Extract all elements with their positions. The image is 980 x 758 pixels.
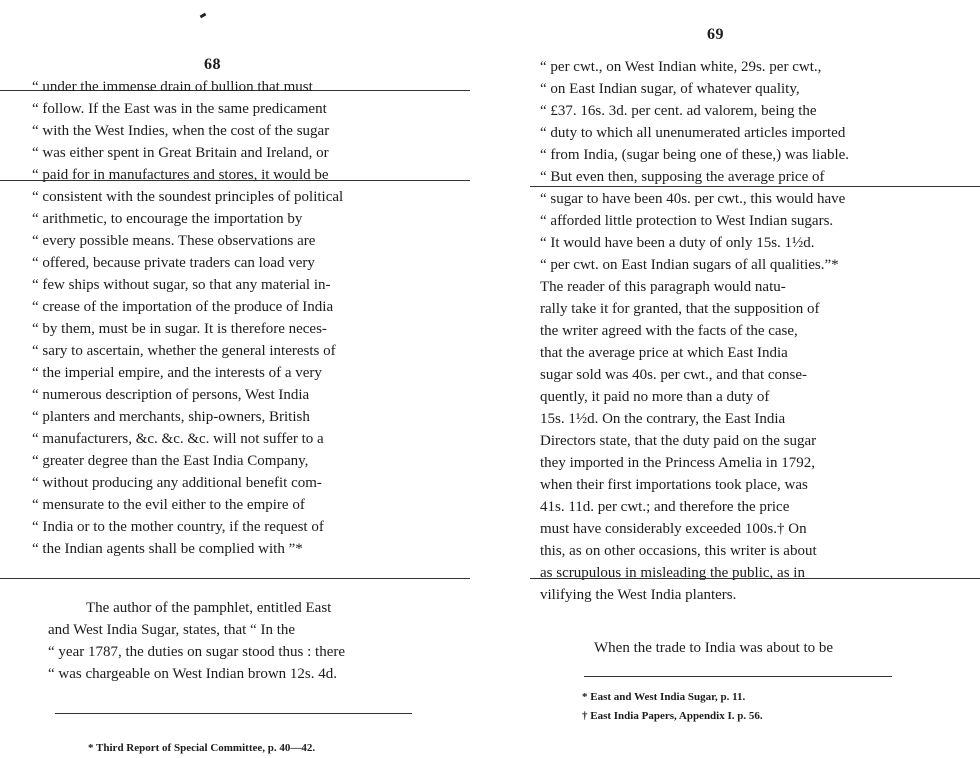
text-line: and West India Sugar, states, that “ In the [48, 622, 296, 638]
next-paragraph-start: When the trade to India was about to be [594, 640, 834, 656]
text-line: they imported in the Princess Amelia in 1792, [540, 455, 815, 471]
text-line: rally take it for granted, that the supposition of [540, 301, 820, 317]
text-line: The reader of this paragraph would natu- [540, 279, 786, 295]
right-page [490, 0, 980, 751]
text-line: “ the Indian agents shall be complied with ”* [32, 541, 303, 557]
text-line: “ by them, must be in sugar. It is therefore neces- [32, 321, 327, 337]
text-line: this, as on other occasions, this writer is about [540, 543, 817, 559]
text-line: “ per cwt. on East Indian sugars of all qualities.”* [540, 257, 839, 273]
text-line: “ duty to which all unenumerated articles imported [540, 125, 846, 141]
text-line: “ sugar to have been 40s. per cwt., this would have [540, 191, 846, 207]
left-page [0, 0, 480, 754]
text-line: that the average price at which East India [540, 345, 788, 361]
page-number-right: 69 [707, 26, 724, 43]
footnote-rule [584, 676, 892, 677]
text-line: “ But even then, supposing the average price of [540, 169, 825, 185]
right-footnotes [582, 688, 763, 726]
text-line: must have considerably exceeded 100s.† On [540, 521, 807, 537]
text-line: “ India or to the mother country, if the request of [32, 519, 324, 535]
text-line: “ follow. If the East was in the same predicament [32, 101, 327, 117]
text-line: 41s. 11d. per cwt.; and therefore the price [540, 499, 790, 515]
text-line: “ was chargeable on West Indian brown 12s. 4d. [48, 666, 337, 682]
text-line: the writer agreed with the facts of the case, [540, 323, 798, 339]
left-quoted-paragraph [32, 76, 343, 560]
text-line: “ under the immense drain of bullion that must [32, 79, 313, 95]
text-line: “ the imperial empire, and the interests of a very [32, 365, 322, 381]
text-line: “ greater degree than the East India Company, [32, 453, 309, 469]
text-line: vilifying the West India planters. [540, 587, 737, 603]
text-line: “ crease of the importation of the produce of India [32, 299, 334, 315]
footnote: * Third Report of Special Committee, p. 40—42. [88, 742, 316, 754]
footnote: * East and West India Sugar, p. 11. [582, 691, 746, 703]
text-line: “ consistent with the soundest principles of political [32, 189, 344, 205]
text-line: “ per cwt., on West Indian white, 29s. per cwt., [540, 59, 822, 75]
text-line: “ without producing any additional benefit com- [32, 475, 322, 491]
text-line: “ manufacturers, &c. &c. &c. will not suffer to a [32, 431, 324, 447]
text-line: “ afforded little protection to West Indian sugars. [540, 213, 834, 229]
scan-line [0, 180, 470, 181]
text-line: 15s. 1½d. On the contrary, the East India [540, 411, 786, 427]
text-line: “ mensurate to the evil either to the empire of [32, 497, 305, 513]
text-line: “ offered, because private traders can load very [32, 255, 315, 271]
text-line: “ It would have been a duty of only 15s. 1½d. [540, 235, 815, 251]
text-line: “ from India, (sugar being one of these,) was liable. [540, 147, 850, 163]
text-line: “ arithmetic, to encourage the importation by [32, 211, 303, 227]
text-line: “ with the West Indies, when the cost of the sugar [32, 123, 330, 139]
text-line: “ few ships without sugar, so that any material in- [32, 277, 331, 293]
text-line: “ every possible means. These observations are [32, 233, 316, 249]
footnote: † East India Papers, Appendix I. p. 56. [582, 710, 763, 722]
scan-line [530, 578, 980, 579]
right-body-text [540, 56, 849, 606]
text-line: “ year 1787, the duties on sugar stood thus : there [48, 644, 346, 660]
text-line: when their first importations took place, was [540, 477, 808, 493]
text-line: “ on East Indian sugar, of whatever quality, [540, 81, 800, 97]
text-line: sugar sold was 40s. per cwt., and that conse- [540, 367, 808, 383]
text-line: Directors state, that the duty paid on the sugar [540, 433, 817, 449]
left-footnotes [88, 739, 315, 758]
text-line: as scrupulous in misleading the public, as in [540, 565, 805, 581]
text-line: quently, it paid no more than a duty of [540, 389, 770, 405]
footnote-rule [55, 713, 412, 714]
text-line: “ planters and merchants, ship-owners, British [32, 409, 310, 425]
text-line: “ sary to ascertain, whether the general interests of [32, 343, 336, 359]
page-number-left: 68 [204, 56, 221, 73]
text-line: “ was either spent in Great Britain and Ireland, or [32, 145, 329, 161]
scan-line [0, 578, 470, 579]
text-line: “ £37. 16s. 3d. per cent. ad valorem, being the [540, 103, 817, 119]
text-line: “ numerous description of persons, West India [32, 387, 310, 403]
text-line: “ paid for in manufactures and stores, it would be [32, 167, 329, 183]
left-author-paragraph [48, 597, 345, 685]
text-line: The author of the pamphlet, entitled East [86, 600, 332, 616]
